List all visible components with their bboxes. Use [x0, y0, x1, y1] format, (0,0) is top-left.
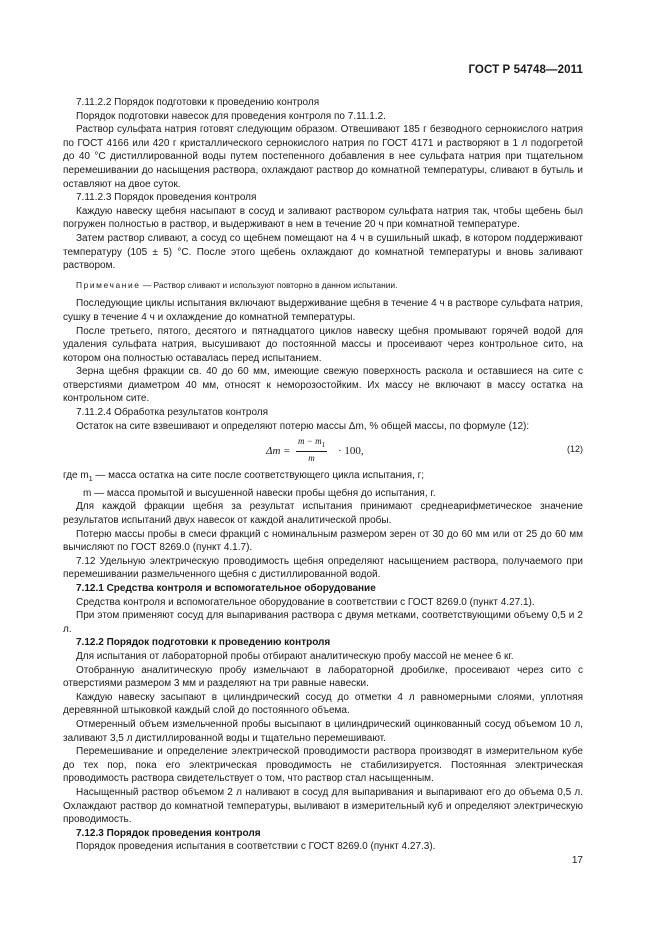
formula-where-line-2 — [63, 487, 583, 501]
paragraph: При этом применяют сосуд для выпаривания раствора с двумя метками, соответствующими объему 0,5 и 2 л. — [63, 610, 583, 635]
section-heading-7-12-2: 7.12.2 Порядок подготовки к проведению контроля — [76, 637, 331, 649]
formula-numerator — [296, 436, 327, 452]
page-body — [63, 96, 583, 854]
formula-denominator: m — [308, 453, 315, 464]
formula-fraction — [296, 436, 327, 463]
paragraph: Зерна щебня фракции св. 40 до 60 мм, имеющие свежую поверхность раскола и оставшиеся на сите с отверстиями диаметром 40 мм, относят к неморозостойким. Их массу не включают в массу остатка на контрольном сите. — [63, 366, 583, 405]
paragraph: Затем раствор сливают, а сосуд со щебнем помещают на 4 ч в сушильный шкаф, в котором поддерживают температуру (105 ± 5) °С. После этого щебень охлаждают до комнатной температуры и вновь заливают раствором. — [63, 232, 583, 272]
section-heading-7-11-2-4: 7.11.2.4 Обработка результатов контроля — [76, 407, 269, 419]
standard-code-header: ГОСТ Р 54748—2011 — [468, 64, 583, 76]
formula-number: (12) — [566, 444, 583, 455]
paragraph: После третьего, пятого, десятого и пятнадцатого циклов навеску щебня промывают горячей водой для удаления сульфата натрия, высушивают до постоянной массы и просеивают через контрольное сито, на котором она полностью оставалась перед испытанием. — [63, 325, 583, 364]
note-text: — Раствор сливают и используют повторно в данном испытании. — [140, 279, 398, 290]
note-label: Примечание — [76, 279, 141, 290]
paragraph: Потерю массы пробы в смеси фракций с номинальным размером зерен от 30 до 60 мм или от 25 до 60 мм вычисляют по ГОСТ 8269.0 (пункт 4.1.7). — [63, 528, 583, 554]
where-subscript: 1 — [88, 476, 93, 484]
paragraph: Последующие циклы испытания включают выдерживание щебня в течение 4 ч в растворе сульфата натрия, сушку в течение 4 ч и охлаждение до комнатной температуры. — [63, 298, 583, 323]
section-heading-7-11-2-3: 7.11.2.3 Порядок проведения контроля — [76, 192, 257, 204]
where-symbol: где m — [63, 470, 89, 482]
numerator-subscript: 1 — [321, 441, 326, 450]
section-heading-7-12-3: 7.12.3 Порядок проведения контроля — [76, 827, 261, 839]
paragraph: Каждую навеску засыпают в цилиндрический сосуд до отметки 4 л равномерными слоями, уплотняя деревянной штыковкой каждый слой до постоянного объема. — [63, 691, 583, 717]
paragraph: Отмеренный объем измельченной пробы высыпают в цилиндрический оцинкованный сосуд объемом 10 л, заливают 3,5 л дистиллированной воды и тщательно перемешивают. — [63, 718, 583, 744]
formula-lhs: Δm = — [266, 445, 291, 458]
where-text: — масса остатка на сите после соответствующего цикла испытания, г; — [92, 470, 425, 482]
page-number: 17 — [571, 855, 583, 866]
paragraph: Насыщенный раствор объемом 2 л наливают в сосуд для выпаривания и выпаривают его до объема 0,5 л. Охлаждают раствор до комнатной температуры, выливают в измерительный куб и определяют электрическую проводимость. — [63, 786, 583, 826]
formula-12 — [63, 436, 583, 466]
paragraph: Отобранную аналитическую пробу измельчают в лабораторной дробилке, просеивают через сито с отверстиями размером 3 мм и разделяют на три равные навески. — [63, 664, 583, 690]
note — [63, 279, 583, 293]
paragraph: Порядок подготовки навесок для проведения контроля по 7.11.1.2. — [76, 110, 386, 122]
paragraph: Для каждой фракции щебня за результат испытания принимают среднеарифметическое значение результатов испытаний двух навесок от каждой аналитической пробы. — [63, 501, 583, 527]
paragraph: Раствор сульфата натрия готовят следующим образом. Отвешивают 185 г безводного сернокислого натрия по ГОСТ 4166 или 420 г кристаллического сернокислого натрия по ГОСТ 4171 и растворяют в 1 л подогретой до 40 °С дистиллированной воды путем постепенного добавления в нее сульфата натрия при тщательном перемешивании до насыщения раствора, охлаждают раствор до комнатной температуры, сливают в бутыль и оставляют на двое суток. — [63, 124, 583, 190]
paragraph: Каждую навеску щебня насыпают в сосуд и заливают раствором сульфата натрия так, чтобы щебень был погружен полностью в раствор, и выдерживают в нем в течение 20 ч при комнатной температуре. — [63, 205, 583, 231]
formula-rhs: · 100, — [338, 445, 364, 458]
paragraph: 7.12 Удельную электрическую проводимость щебня определяют насыщением раствора, получаемого при перемешивании размельченного щебня с дистиллированной водой. — [63, 555, 583, 581]
paragraph: Перемешивание и определение электрической проводимости раствора производят в измерительном кубе до тех пор, пока его электрическая проводимость не стабилизируется. Постоянная электрическая проводимость раствора свидетельствует о том, что раствор стал насыщенным. — [63, 746, 583, 785]
where-text: m — масса промытой и высушенной навески пробы щебня до испытания, г. — [83, 487, 436, 499]
paragraph: Для испытания от лабораторной пробы отбирают аналитическую пробу массой не менее 6 кг. — [76, 650, 514, 662]
paragraph: Средства контроля и вспомогательное оборудование в соответствии с ГОСТ 8269.0 (пункт 4.27.1). — [76, 596, 535, 608]
paragraph: Порядок проведения испытания в соответствии с ГОСТ 8269.0 (пункт 4.27.3). — [76, 841, 436, 853]
section-heading-7-12-1: 7.12.1 Средства контроля и вспомогательное оборудование — [76, 583, 376, 594]
paragraph: Остаток на сите взвешивают и определяют потерю массы Δm, % общей массы, по формуле (12): — [76, 420, 530, 432]
section-heading-7-11-2-2: 7.11.2.2 Порядок подготовки к проведению контроля — [76, 97, 320, 108]
formula-where-line-1 — [63, 469, 583, 487]
numerator-text: m − m — [298, 436, 322, 447]
